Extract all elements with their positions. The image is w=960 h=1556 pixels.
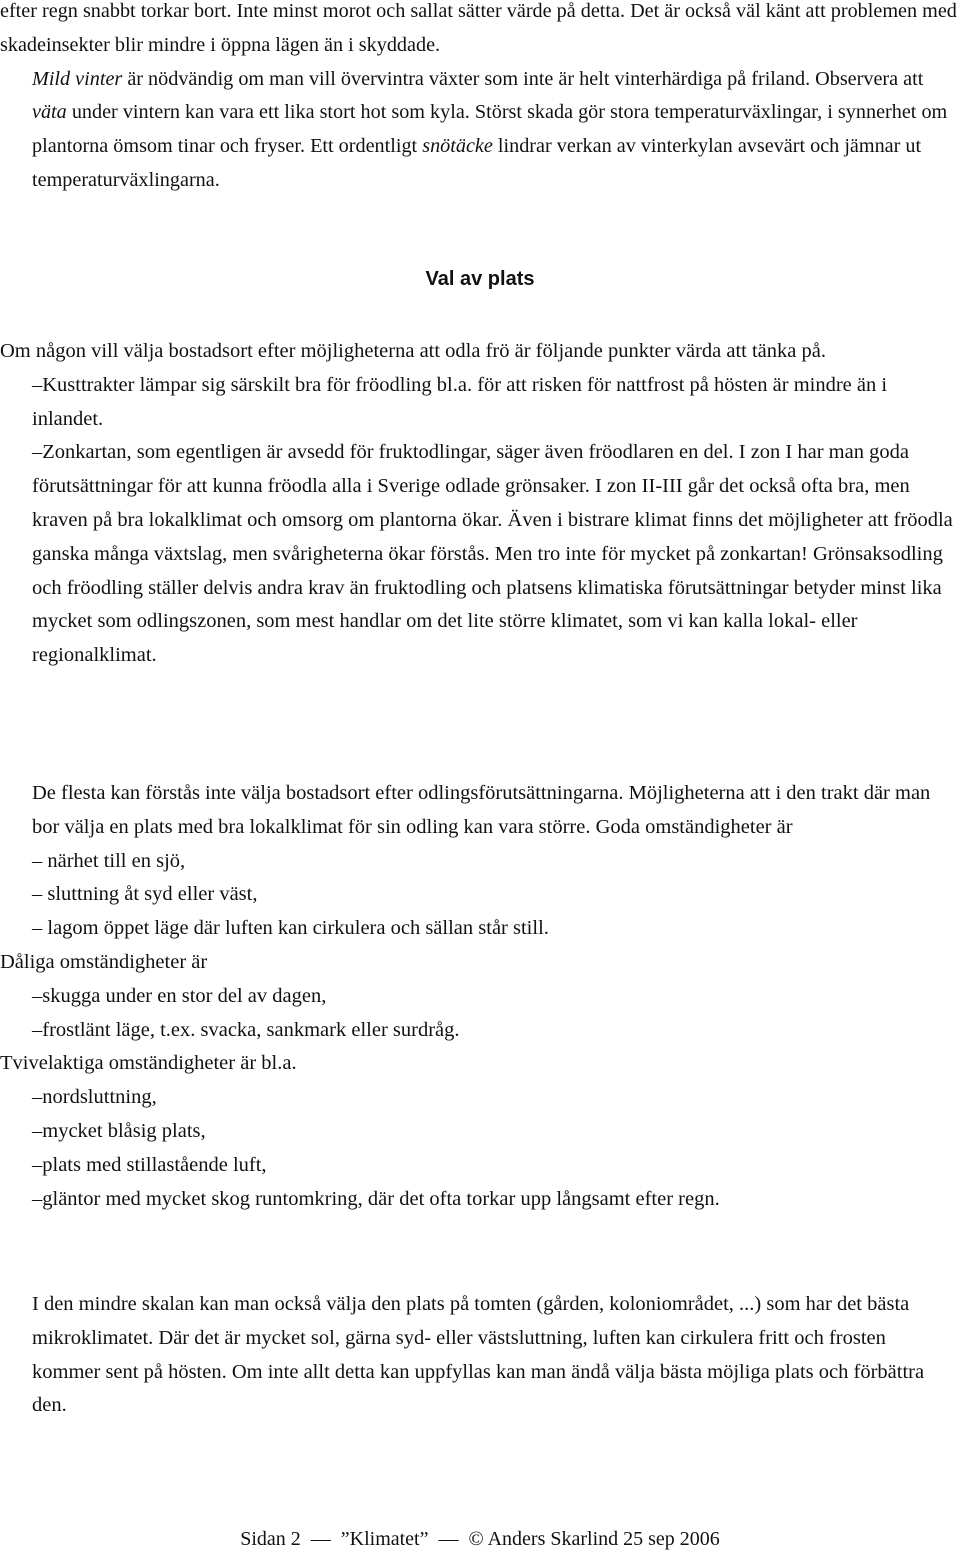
circumstances-block [0,777,958,1216]
list-item-good: – sluttning åt syd eller väst, [32,883,258,906]
term-mild-vinter: Mild vinter [32,67,123,90]
point-coastal: –Kusttrakter lämpar sig särskilt bra för fröodling bl.a. för att risken för nattfrost på hösten är mindre än i inlandet. [32,373,888,430]
paragraph-continued: efter regn snabbt torkar bort. Inte minst morot och sallat sätter värde på detta. Det är också väl känt att problemen med skadeinsekter blir mindre i öppna lägen än i skyddade. [0,0,957,56]
doubtful-heading: Tvivelaktiga omständigheter är bl.a. [0,1052,297,1075]
climate-text-block [0,0,958,198]
list-item-bad: –skugga under en stor del av dagen, [32,984,327,1007]
paragraph-winter-text-2: under vintern kan vara ett lika stort hot som kyla. Störst skada gör stora temperaturväxlingar, i synnerhet om plantorna ömsom tinar och fryser. Ett ordentligt [32,101,948,158]
microclimate-block [0,1288,958,1423]
list-item-doubtful: –gläntor med mycket skog runtomkring, där det ofta torkar upp långsamt efter regn. [32,1187,720,1210]
list-item-doubtful: –mycket blåsig plats, [32,1119,206,1142]
site-selection-block [0,335,958,673]
list-item-doubtful: –nordsluttning, [32,1086,157,1109]
term-snotacke: snötäcke [422,135,493,158]
term-vata: väta [32,101,67,124]
list-item-good: – lagom öppet läge där luften kan cirkulera och sällan står still. [32,917,549,940]
choice-intro-paragraph: De flesta kan förstås inte välja bostadsort efter odlingsförutsättningarna. Möjligheterna att i den trakt där man bor välja en plats med bra lokalklimat för sin odling kan vara större. Goda omständigheter är [32,782,931,838]
list-item-doubtful: –plats med stillastående luft, [32,1153,267,1176]
bad-heading: Dåliga omständigheter är [0,950,208,973]
page-footer: Sidan 2 — ”Klimatet” — © Anders Skarlind 25 sep 2006 [240,1528,720,1550]
section-heading: Val av plats [425,268,535,290]
list-item-bad: –frostlänt läge, t.ex. svacka, sankmark eller surdråg. [32,1018,460,1041]
paragraph-winter-text-3: lindrar verkan av vinterkylan avsevärt och jämnar ut temperaturväxlingarna. [32,135,922,191]
microclimate-paragraph: I den mindre skalan kan man också välja den plats på tomten (gården, koloniområdet, ...) som har det bästa mikroklimatet. Där det är mycket sol, gärna syd- eller västsluttning, luften kan cirkulera fritt och frosten kommer sent på hösten. Om inte allt detta kan uppfyllas kan man ändå välja bästa möjliga plats och förbättra den. [32,1293,925,1417]
point-zone-map: –Zonkartan, som egentligen är avsedd för fruktodlingar, säger även fröodlaren en del. I zon I har man goda förutsättningar för att kunna fröodla alla i Sverige odlade grönsaker. I zon II-III går det också ofta bra, men kraven på bra lokalklimat och omsorg om plantorna ökar. Även i bistrare klimat finns det möjligheter att fröodla ganska många växtslag, men svårigheterna ökar förstås. Men tro inte för mycket på zonkartan! Grönsaksodling och fröodling ställer delvis andra krav än fruktodling och platsens klimatiska förutsättningar betyder minst lika mycket som odlingszonen, som mest handlar om det lite större klimatet, som vi kan kalla lokal- eller regionalklimat. [32,441,953,667]
paragraph-winter [0,63,958,198]
paragraph-winter-text-1: är nödvändig om man vill övervintra växter som inte är helt vinterhärdiga på friland. Observera att [122,67,924,90]
intro-paragraph: Om någon vill välja bostadsort efter möjligheterna att odla frö är följande punkter värda att tänka på. [0,340,826,362]
list-item-good: – närhet till en sjö, [32,849,186,872]
